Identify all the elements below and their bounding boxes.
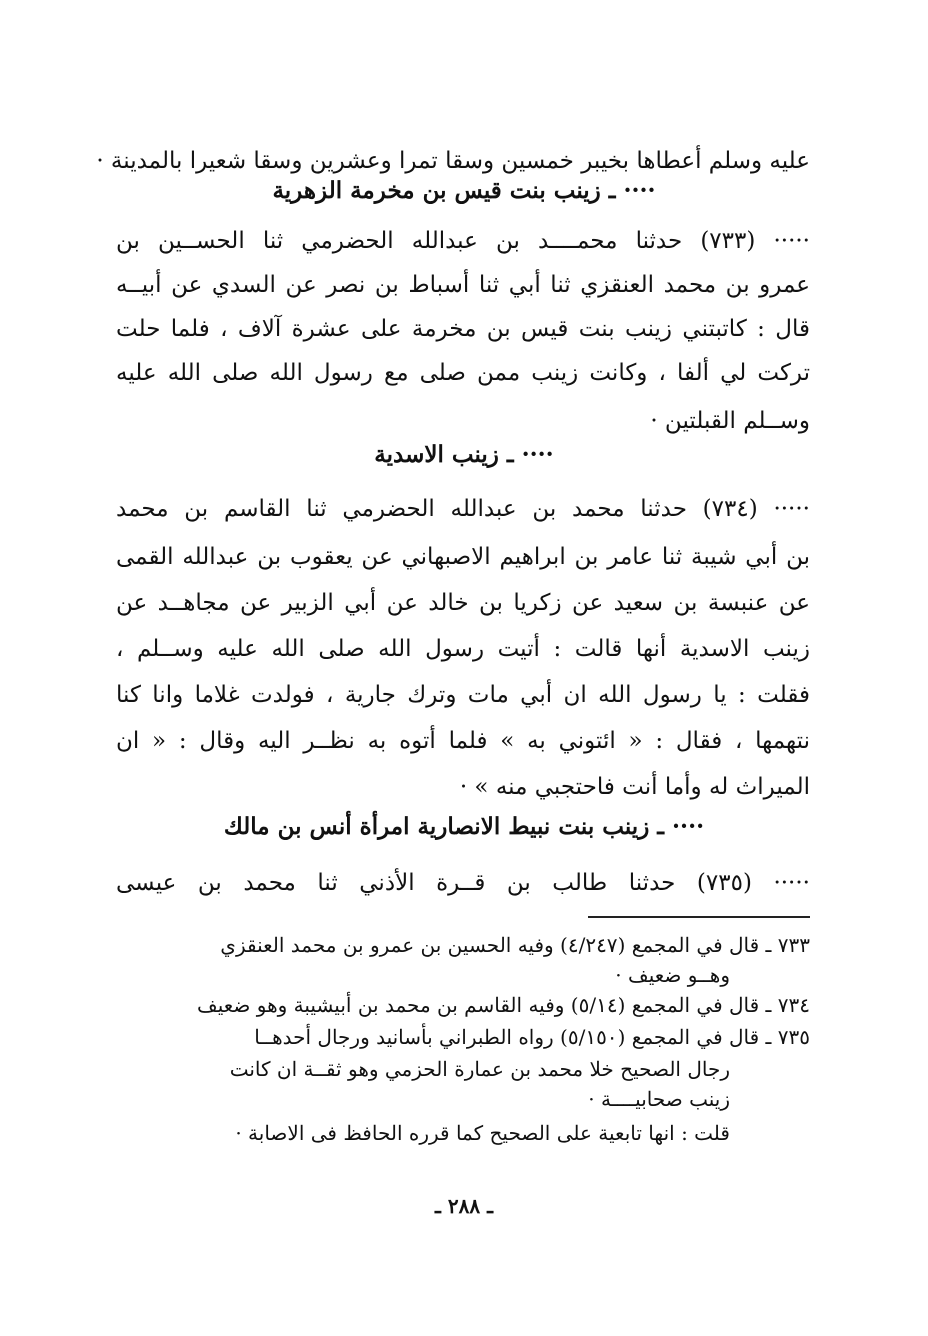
text-line: قال : كاتبتني زينب بنت قيس بن مخرمة على عشرة آلاف ، فلما حلت [116,316,810,342]
section-heading-zaynab-al-asadiyya: ···· ـ زينب الاسدية [374,441,554,468]
text-line: الميراث له وأما أنت فاحتجبي منه » · [459,774,810,800]
text-line: وســلم القبلتين · [650,408,810,434]
footnote-line: ٧٣٣ ـ قال في المجمع (٤/٢٤٧) وفيه الحسين بن عمرو بن محمد العنقزي [220,933,810,957]
page-number: ـ ٢٨٨ ـ [435,1194,493,1218]
text-line: عمرو بن محمد العنقزي ثنا أبي ثنا أسباط بن نصر عن السدي عن أبيــه [116,272,810,298]
footnote-line: زينب صحابيــــة · [588,1087,730,1111]
section-heading-zaynab-bint-nubayt: ···· ـ زينب بنت نبيط الانصارية امرأة أنس بن مالك [223,813,705,840]
text-line: فقلت : يا رسول الله ان أبي مات وترك جارية ، فولدت غلاما وانا كنا [116,682,810,708]
footnote-line: قلت : انها تابعية على الصحيح كما قرره الحافظ فى الاصابة · [235,1121,730,1145]
section-heading-zaynab-bint-qays: ···· ـ زينب بنت قيس بن مخرمة الزهرية [272,177,656,204]
text-line: عن عنبسة بن سعيد عن زكريا بن خالد عن أبي الزبير عن مجاهــد عن [116,590,810,616]
footnote-line: وهــو ضعيف · [615,963,730,987]
footnote-separator [588,916,810,918]
text-line: بن أبي شيبة ثنا عامر بن ابراهيم الاصبهاني عن يعقوب بن عبدالله القمى [116,544,810,570]
text-line: ····· (٧٣٣) حدثنا محمــــد بن عبدالله الحضرمي ثنا الحســين بن [116,228,810,254]
footnote-line: ٧٣٥ ـ قال في المجمع (٥/١٥٠) رواه الطبراني بأسانيد ورجال أحدهــا [254,1025,810,1049]
text-line: ····· (٧٣٥) حدثنا طالب بن قــرة الأذني ثنا محمد بن عيسى [116,870,810,896]
intro-text-line: عليه وسلم أعطاها بخيبر خمسين وسقا تمرا وعشرين وسقا شعيرا بالمدينة · [96,148,810,174]
footnote-line: ٧٣٤ ـ قال في المجمع (٥/١٤) وفيه القاسم بن محمد بن أبيشيبة وهو ضعيف [197,993,810,1017]
footnote-line: رجال الصحيح خلا محمد بن عمارة الحزمي وهو ثقــة ان كانت [229,1057,730,1081]
text-line: نتهمها ، فقال : « ائتوني به » فلما أتوه به نظــر اليه وقال : « ان [116,728,810,754]
text-line: تركت لي ألفا ، وكانت زينب ممن صلى مع رسول الله صلى الله عليه [116,360,810,386]
text-line: زينب الاسدية أنها قالت : أتيت رسول الله صلى الله عليه وســلم ، [116,636,810,662]
text-line: ····· (٧٣٤) حدثنا محمد بن عبدالله الحضرمي ثنا القاسم بن محمد [116,496,810,522]
